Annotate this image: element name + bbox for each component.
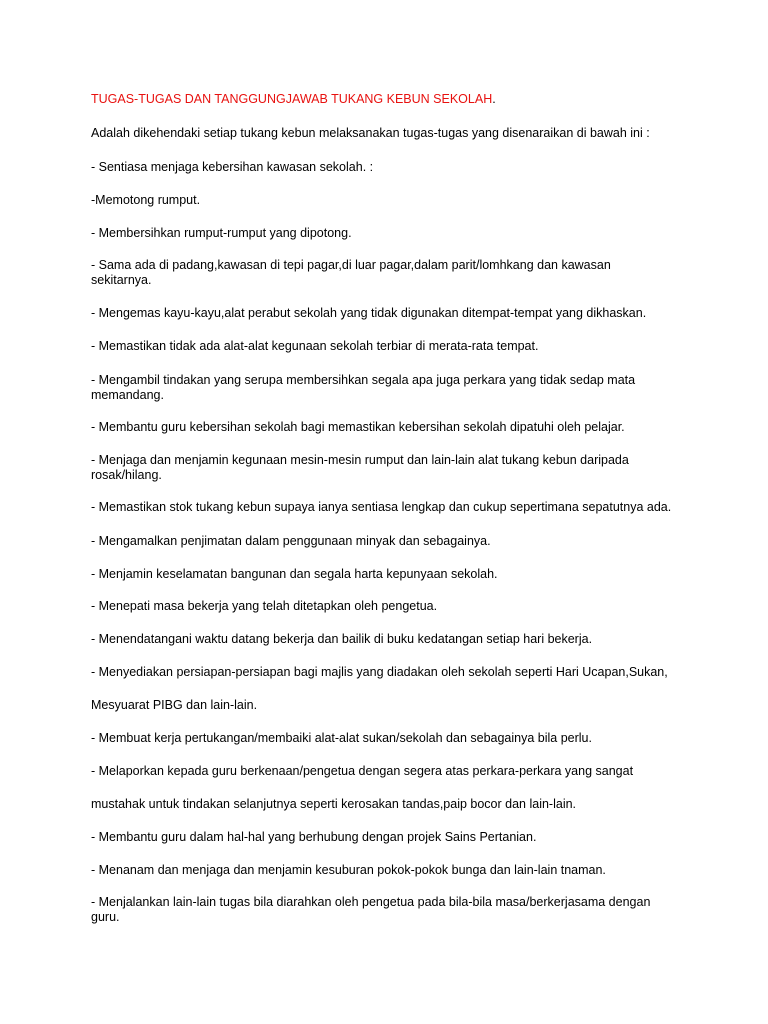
duty-item: - Membuat kerja pertukangan/membaiki alat-alat sukan/sekolah dan sebagainya bila perlu. — [91, 731, 592, 745]
duty-item: - Mengemas kayu-kayu,alat perabut sekolah yang tidak digunakan ditempat-tempat yang dikhaskan. — [91, 306, 647, 320]
duty-item: - Membersihkan rumput-rumput yang dipotong. — [91, 226, 352, 240]
duty-item: - Sentiasa menjaga kebersihan kawasan sekolah. : — [91, 160, 374, 174]
duty-item: - Melaporkan kepada guru berkenaan/pengetua dengan segera atas perkara-perkara yang sangat — [91, 764, 634, 778]
duty-item: - Menjalankan lain-lain tugas bila diarahkan oleh pengetua pada bila-bila masa/berkerjasama dengan guru. — [91, 895, 651, 924]
duty-item: - Memastikan stok tukang kebun supaya ianya sentiasa lengkap dan cukup sepertimana sepatutnya ada. — [91, 500, 672, 514]
duty-item: - Memastikan tidak ada alat-alat kegunaan sekolah terbiar di merata-rata tempat. — [91, 339, 539, 353]
duty-item: - Menyediakan persiapan-persiapan bagi majlis yang diadakan oleh sekolah seperti Hari Ucapan,Sukan, — [91, 665, 668, 679]
duty-item-continuation: Mesyuarat PIBG dan lain-lain. — [91, 698, 258, 712]
duty-item: - Menendatangani waktu datang bekerja dan bailik di buku kedatangan setiap hari bekerja. — [91, 632, 593, 646]
duty-item: -Memotong rumput. — [91, 193, 201, 207]
duty-item: - Sama ada di padang,kawasan di tepi pagar,di luar pagar,dalam parit/lomhkang dan kawasan sekitarnya. — [91, 258, 611, 287]
duty-item: - Mengambil tindakan yang serupa membersihkan segala apa juga perkara yang tidak sedap mata memandang. — [91, 373, 636, 402]
duty-item: - Membantu guru dalam hal-hal yang berhubung dengan projek Sains Pertanian. — [91, 830, 537, 844]
duty-item: - Menepati masa bekerja yang telah ditetapkan oleh pengetua. — [91, 599, 438, 613]
document-title — [91, 92, 496, 107]
intro-paragraph: Adalah dikehendaki setiap tukang kebun melaksanakan tugas-tugas yang disenaraikan di bawah ini : — [91, 126, 650, 140]
duty-item: - Menanam dan menjaga dan menjamin kesuburan pokok-pokok bunga dan lain-lain tnaman. — [91, 863, 606, 877]
duty-item: - Menjaga dan menjamin kegunaan mesin-mesin rumput dan lain-lain alat tukang kebun daripada rosak/hilang. — [91, 453, 629, 482]
title-period: . — [492, 92, 496, 106]
title-text: TUGAS-TUGAS DAN TANGGUNGJAWAB TUKANG KEBUN SEKOLAH — [91, 92, 493, 106]
duty-item-continuation: mustahak untuk tindakan selanjutnya seperti kerosakan tandas,paip bocor dan lain-lain. — [91, 797, 577, 811]
duty-item: - Menjamin keselamatan bangunan dan segala harta kepunyaan sekolah. — [91, 567, 498, 581]
duty-item: - Mengamalkan penjimatan dalam penggunaan minyak dan sebagainya. — [91, 534, 491, 548]
duty-item: - Membantu guru kebersihan sekolah bagi memastikan kebersihan sekolah dipatuhi oleh pelajar. — [91, 420, 625, 434]
